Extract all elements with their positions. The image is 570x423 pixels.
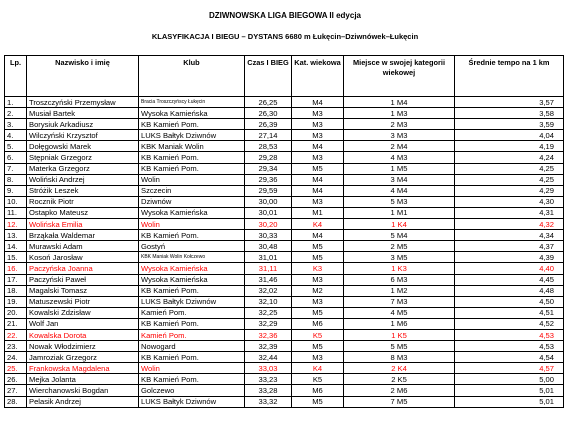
cell-time: 28,53 [245, 141, 292, 152]
cell-club: Dziwnów [139, 196, 245, 207]
cell-lp: 3. [5, 119, 27, 130]
table-row [5, 341, 564, 352]
header-lp: Lp. [5, 56, 27, 97]
cell-time: 26,39 [245, 119, 292, 130]
cell-place: 5 M4 [344, 230, 455, 241]
cell-lp: 9. [5, 185, 27, 196]
cell-name: Nowak Włodzimierz [27, 341, 139, 352]
cell-lp: 23. [5, 341, 27, 352]
cell-lp: 2. [5, 108, 27, 119]
cell-pace: 4,54 [455, 352, 564, 363]
cell-category: K4 [292, 219, 344, 230]
cell-time: 26,30 [245, 108, 292, 119]
cell-time: 29,34 [245, 163, 292, 174]
cell-time: 30,48 [245, 241, 292, 252]
cell-pace: 4,52 [455, 318, 564, 329]
header-name: Nazwisko i imię [27, 56, 139, 97]
cell-category: K5 [292, 329, 344, 340]
cell-name: Jamroziak Grzegorz [27, 352, 139, 363]
cell-pace: 4,30 [455, 196, 564, 207]
cell-category: M3 [292, 196, 344, 207]
table-row [5, 219, 564, 230]
cell-place: 3 M4 [344, 174, 455, 185]
cell-lp: 5. [5, 141, 27, 152]
cell-place: 1 K5 [344, 329, 455, 340]
cell-category: M6 [292, 385, 344, 396]
cell-category: M6 [292, 318, 344, 329]
cell-pace: 4,37 [455, 241, 564, 252]
cell-pace: 3,58 [455, 108, 564, 119]
cell-name: Kosoń Jarosław [27, 252, 139, 263]
cell-pace: 4,57 [455, 363, 564, 374]
cell-club: KBK Maniak Wolin Kołczewo [139, 252, 245, 263]
cell-club: Szczecin [139, 185, 245, 196]
cell-lp: 25. [5, 363, 27, 374]
cell-club: Wolin [139, 174, 245, 185]
table-row [5, 163, 564, 174]
cell-pace: 4,53 [455, 329, 564, 340]
cell-category: M3 [292, 108, 344, 119]
cell-place: 4 M3 [344, 152, 455, 163]
header-place: Miejsce w swojej kategorii wiekowej [344, 56, 455, 97]
cell-club: Kamień Pom. [139, 307, 245, 318]
cell-club: Wysoka Kamieńska [139, 207, 245, 218]
cell-place: 3 M5 [344, 252, 455, 263]
table-row [5, 185, 564, 196]
cell-pace: 4,51 [455, 307, 564, 318]
table-row [5, 263, 564, 274]
cell-lp: 20. [5, 307, 27, 318]
cell-club: LUKS Bałtyk Dziwnów [139, 296, 245, 307]
cell-club: LUKS Bałtyk Dziwnów [139, 396, 245, 407]
cell-time: 33,03 [245, 363, 292, 374]
cell-place: 5 M5 [344, 341, 455, 352]
header-row [5, 56, 564, 97]
cell-place: 6 M3 [344, 274, 455, 285]
cell-club: Golczewo [139, 385, 245, 396]
cell-pace: 4,50 [455, 296, 564, 307]
table-row [5, 196, 564, 207]
cell-club: Bracia Troszczyńscy Łukęcin [139, 97, 245, 108]
cell-club: Wysoka Kamieńska [139, 108, 245, 119]
cell-name: Murawski Adam [27, 241, 139, 252]
cell-place: 1 K4 [344, 219, 455, 230]
cell-time: 29,28 [245, 152, 292, 163]
cell-place: 1 M3 [344, 108, 455, 119]
cell-name: Matuszewski Piotr [27, 296, 139, 307]
cell-lp: 10. [5, 196, 27, 207]
cell-place: 1 M6 [344, 318, 455, 329]
cell-place: 1 K3 [344, 263, 455, 274]
header-pace: Średnie tempo na 1 km [455, 56, 564, 97]
cell-pace: 4,34 [455, 230, 564, 241]
cell-time: 31,11 [245, 263, 292, 274]
cell-pace: 4,48 [455, 285, 564, 296]
table-row [5, 152, 564, 163]
cell-pace: 4,29 [455, 185, 564, 196]
table-row [5, 252, 564, 263]
cell-lp: 14. [5, 241, 27, 252]
cell-name: Wierchanowski Bogdan [27, 385, 139, 396]
cell-pace: 3,59 [455, 119, 564, 130]
cell-club: KB Kamień Pom. [139, 230, 245, 241]
cell-category: M3 [292, 119, 344, 130]
cell-name: Wolińska Emilia [27, 219, 139, 230]
table-row [5, 385, 564, 396]
cell-name: Brząkała Waldemar [27, 230, 139, 241]
cell-club: KBK Maniak Wolin [139, 141, 245, 152]
cell-lp: 27. [5, 385, 27, 396]
cell-club: KB Kamień Pom. [139, 352, 245, 363]
cell-pace: 4,25 [455, 174, 564, 185]
cell-name: Wolf Jan [27, 318, 139, 329]
cell-category: M1 [292, 207, 344, 218]
cell-category: M3 [292, 130, 344, 141]
cell-time: 26,25 [245, 97, 292, 108]
cell-club: Gostyń [139, 241, 245, 252]
cell-pace: 4,31 [455, 207, 564, 218]
cell-category: M3 [292, 296, 344, 307]
cell-name: Ostapko Mateusz [27, 207, 139, 218]
cell-pace: 4,32 [455, 219, 564, 230]
cell-club: KB Kamień Pom. [139, 374, 245, 385]
cell-category: M5 [292, 396, 344, 407]
cell-name: Woliński Andrzej [27, 174, 139, 185]
cell-time: 31,01 [245, 252, 292, 263]
cell-pace: 4,24 [455, 152, 564, 163]
cell-pace: 5,00 [455, 374, 564, 385]
cell-time: 32,39 [245, 341, 292, 352]
cell-time: 27,14 [245, 130, 292, 141]
cell-pace: 5,01 [455, 396, 564, 407]
table-row [5, 241, 564, 252]
cell-lp: 1. [5, 97, 27, 108]
cell-name: Rocznik Piotr [27, 196, 139, 207]
cell-club: KB Kamień Pom. [139, 119, 245, 130]
cell-category: M4 [292, 230, 344, 241]
cell-category: M4 [292, 141, 344, 152]
cell-lp: 18. [5, 285, 27, 296]
table-row [5, 119, 564, 130]
cell-category: M3 [292, 152, 344, 163]
cell-name: Wilczyński Krzysztof [27, 130, 139, 141]
cell-place: 5 M3 [344, 196, 455, 207]
cell-pace: 4,25 [455, 163, 564, 174]
cell-club: Wolin [139, 219, 245, 230]
cell-club: Wolin [139, 363, 245, 374]
cell-name: Troszczyński Przemysław [27, 97, 139, 108]
cell-time: 32,10 [245, 296, 292, 307]
table-row [5, 329, 564, 340]
cell-place: 2 K4 [344, 363, 455, 374]
cell-category: M4 [292, 185, 344, 196]
table-row [5, 396, 564, 407]
cell-time: 32,02 [245, 285, 292, 296]
cell-lp: 15. [5, 252, 27, 263]
table-row [5, 141, 564, 152]
cell-place: 2 K5 [344, 374, 455, 385]
cell-lp: 24. [5, 352, 27, 363]
cell-name: Stróżik Leszek [27, 185, 139, 196]
cell-lp: 16. [5, 263, 27, 274]
cell-place: 4 M4 [344, 185, 455, 196]
table-row [5, 285, 564, 296]
table-row [5, 374, 564, 385]
cell-name: Musiał Bartek [27, 108, 139, 119]
cell-lp: 22. [5, 329, 27, 340]
table-row [5, 174, 564, 185]
cell-time: 32,25 [245, 307, 292, 318]
cell-lp: 12. [5, 219, 27, 230]
cell-place: 2 M5 [344, 241, 455, 252]
cell-time: 33,32 [245, 396, 292, 407]
cell-lp: 4. [5, 130, 27, 141]
cell-name: Frankowska Magdalena [27, 363, 139, 374]
cell-lp: 6. [5, 152, 27, 163]
document-title: DZIWNOWSKA LIGA BIEGOWA II edycja [208, 11, 361, 20]
cell-place: 3 M3 [344, 130, 455, 141]
cell-name: Kowalska Dorota [27, 329, 139, 340]
table-row [5, 108, 564, 119]
cell-club: KB Kamień Pom. [139, 285, 245, 296]
cell-place: 4 M5 [344, 307, 455, 318]
cell-place: 1 M1 [344, 207, 455, 218]
cell-pace: 4,19 [455, 141, 564, 152]
cell-lp: 11. [5, 207, 27, 218]
cell-club: Nowogard [139, 341, 245, 352]
cell-lp: 7. [5, 163, 27, 174]
cell-name: Stępniak Grzegorz [27, 152, 139, 163]
table-row [5, 352, 564, 363]
table-row [5, 130, 564, 141]
cell-lp: 19. [5, 296, 27, 307]
cell-club: KB Kamień Pom. [139, 152, 245, 163]
results-table [4, 55, 564, 408]
cell-category: K4 [292, 363, 344, 374]
table-row [5, 318, 564, 329]
table-row [5, 307, 564, 318]
cell-name: Pelasik Andrzej [27, 396, 139, 407]
cell-category: K5 [292, 374, 344, 385]
cell-category: M5 [292, 307, 344, 318]
cell-time: 32,29 [245, 318, 292, 329]
cell-pace: 4,53 [455, 341, 564, 352]
cell-club: KB Kamień Pom. [139, 318, 245, 329]
cell-pace: 4,39 [455, 252, 564, 263]
cell-name: Magalski Tomasz [27, 285, 139, 296]
cell-place: 2 M4 [344, 141, 455, 152]
cell-pace: 5,01 [455, 385, 564, 396]
cell-place: 2 M3 [344, 119, 455, 130]
cell-category: M5 [292, 241, 344, 252]
header-club: Klub [139, 56, 245, 97]
cell-place: 1 M2 [344, 285, 455, 296]
cell-place: 1 M4 [344, 97, 455, 108]
cell-place: 7 M5 [344, 396, 455, 407]
cell-lp: 8. [5, 174, 27, 185]
cell-pace: 4,04 [455, 130, 564, 141]
cell-category: M4 [292, 97, 344, 108]
table-row [5, 97, 564, 108]
cell-time: 30,20 [245, 219, 292, 230]
cell-time: 30,01 [245, 207, 292, 218]
cell-time: 31,46 [245, 274, 292, 285]
cell-category: M5 [292, 163, 344, 174]
cell-name: Mejka Jolanta [27, 374, 139, 385]
cell-category: M4 [292, 174, 344, 185]
cell-name: Borysiuk Arkadiusz [27, 119, 139, 130]
cell-pace: 4,40 [455, 263, 564, 274]
cell-place: 7 M3 [344, 296, 455, 307]
cell-name: Paczyński Paweł [27, 274, 139, 285]
table-row [5, 274, 564, 285]
cell-time: 33,23 [245, 374, 292, 385]
header-category: Kat. wiekowa [292, 56, 344, 97]
cell-name: Paczyńska Joanna [27, 263, 139, 274]
cell-club: KB Kamień Pom. [139, 163, 245, 174]
cell-time: 29,59 [245, 185, 292, 196]
cell-category: M2 [292, 285, 344, 296]
cell-category: K3 [292, 263, 344, 274]
cell-pace: 3,57 [455, 97, 564, 108]
table-row [5, 207, 564, 218]
cell-time: 33,28 [245, 385, 292, 396]
cell-time: 29,36 [245, 174, 292, 185]
cell-lp: 28. [5, 396, 27, 407]
cell-place: 8 M3 [344, 352, 455, 363]
cell-club: Wysoka Kamieńska [139, 263, 245, 274]
table-row [5, 296, 564, 307]
table-row [5, 230, 564, 241]
cell-time: 32,44 [245, 352, 292, 363]
cell-category: M3 [292, 352, 344, 363]
cell-club: LUKS Bałtyk Dziwnów [139, 130, 245, 141]
cell-lp: 17. [5, 274, 27, 285]
table-row [5, 363, 564, 374]
cell-category: M3 [292, 274, 344, 285]
cell-place: 1 M5 [344, 163, 455, 174]
cell-name: Materka Grzegorz [27, 163, 139, 174]
cell-lp: 13. [5, 230, 27, 241]
cell-lp: 26. [5, 374, 27, 385]
cell-club: Wysoka Kamieńska [139, 274, 245, 285]
cell-name: Kowalski Zdzisław [27, 307, 139, 318]
cell-club: Kamień Pom. [139, 329, 245, 340]
cell-name: Dołęgowski Marek [27, 141, 139, 152]
cell-place: 2 M6 [344, 385, 455, 396]
cell-lp: 21. [5, 318, 27, 329]
cell-category: M5 [292, 252, 344, 263]
cell-time: 30,00 [245, 196, 292, 207]
cell-pace: 4,45 [455, 274, 564, 285]
document-subtitle: KLASYFIKACJA I BIEGU – DYSTANS 6680 m Łukęcin–Dziwnówek–Łukęcin [151, 32, 419, 41]
cell-time: 30,33 [245, 230, 292, 241]
header-time: Czas I BIEG [245, 56, 292, 97]
cell-time: 32,36 [245, 329, 292, 340]
cell-category: M5 [292, 341, 344, 352]
